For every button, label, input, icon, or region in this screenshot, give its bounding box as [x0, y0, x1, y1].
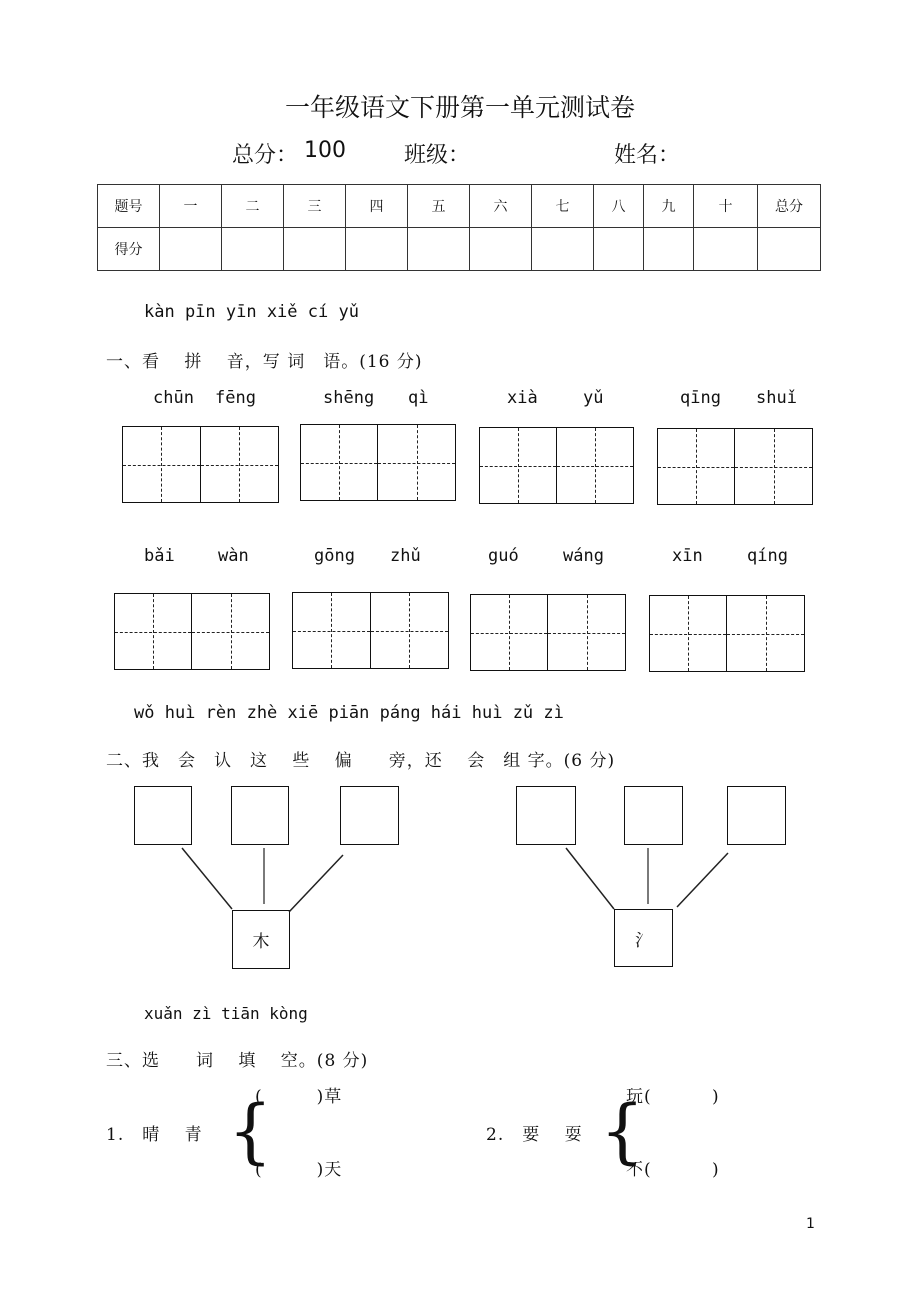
brace-icon: {: [228, 1090, 273, 1172]
table-header-cell: 七: [532, 185, 594, 228]
table-header-cell: 一: [160, 185, 222, 228]
question-2-top-blank[interactable]: 玩( ): [626, 1087, 720, 1107]
pinyin-syllable: guó: [488, 546, 519, 566]
pinyin-syllable: chūn: [153, 388, 194, 408]
page-title: 一年级语文下册第一单元测试卷: [284, 93, 635, 122]
pinyin-syllable: bǎi: [144, 546, 175, 566]
connector-line: [566, 848, 614, 909]
radical-character: 氵: [635, 930, 652, 951]
table-header-cell: 题号: [98, 185, 160, 228]
table-header-cell: 六: [470, 185, 532, 228]
question-2-label: 2. 要 耍: [486, 1125, 583, 1145]
connector-line: [677, 853, 728, 907]
section3-title: 三、选 词 填 空。(8 分): [106, 1051, 369, 1071]
class-label: 班级：: [404, 143, 471, 168]
pinyin-syllable: wàn: [218, 546, 249, 566]
connector-line: [289, 855, 343, 912]
radical-character: 木: [252, 932, 270, 952]
table-header-cell: 四: [346, 185, 408, 228]
total-score-value: 100: [304, 138, 346, 163]
section1-pinyin-title: kàn pīn yīn xiě cí yǔ: [144, 302, 359, 322]
pinyin-syllable: fēng: [215, 388, 256, 408]
table-header-cell: 总分: [758, 185, 821, 228]
section1-title: 一、看 拼 音，写 词 语。(16 分): [106, 352, 423, 372]
table-header-cell: 九: [644, 185, 694, 228]
section2-pinyin-title: wǒ huì rèn zhè xiē piān páng hái huì zǔ zì: [134, 703, 564, 723]
pinyin-syllable: xīn: [672, 546, 703, 566]
pinyin-syllable: xià: [507, 388, 538, 408]
pinyin-syllable: shēng: [323, 388, 375, 408]
table-header-cell: 十: [694, 185, 758, 228]
pinyin-syllable: qíng: [747, 546, 788, 566]
pinyin-syllable: wáng: [563, 546, 604, 566]
table-header-cell: 八: [594, 185, 644, 228]
pinyin-syllable: qì: [408, 388, 429, 408]
section2-title: 二、我 会 认 这 些 偏 旁，还 会 组 字。(6 分): [106, 751, 616, 771]
section3-pinyin-title: xuǎn zì tiān kòng: [144, 1004, 308, 1023]
name-label: 姓名：: [614, 143, 681, 168]
table-header-cell: 三: [284, 185, 346, 228]
pinyin-syllable: yǔ: [583, 388, 604, 408]
table-header-cell: 五: [408, 185, 470, 228]
pinyin-syllable: shuǐ: [756, 388, 797, 408]
question-1-bottom-blank[interactable]: ( )天: [255, 1160, 343, 1180]
brace-icon: {: [600, 1090, 645, 1172]
question-1-label: 1. 晴 青: [106, 1125, 203, 1145]
question-1-top-blank[interactable]: ( )草: [255, 1087, 343, 1107]
pinyin-syllable: zhǔ: [390, 546, 421, 566]
page-number: 1: [806, 1216, 815, 1232]
pinyin-syllable: qīng: [680, 388, 721, 408]
pinyin-syllable: gōng: [314, 546, 355, 566]
table-header-cell: 二: [222, 185, 284, 228]
total-score-label: 总分：: [232, 143, 299, 168]
question-2-bottom-blank[interactable]: 不( ): [626, 1160, 720, 1180]
score-row-label: 得分: [98, 228, 160, 271]
connector-line: [182, 848, 232, 909]
